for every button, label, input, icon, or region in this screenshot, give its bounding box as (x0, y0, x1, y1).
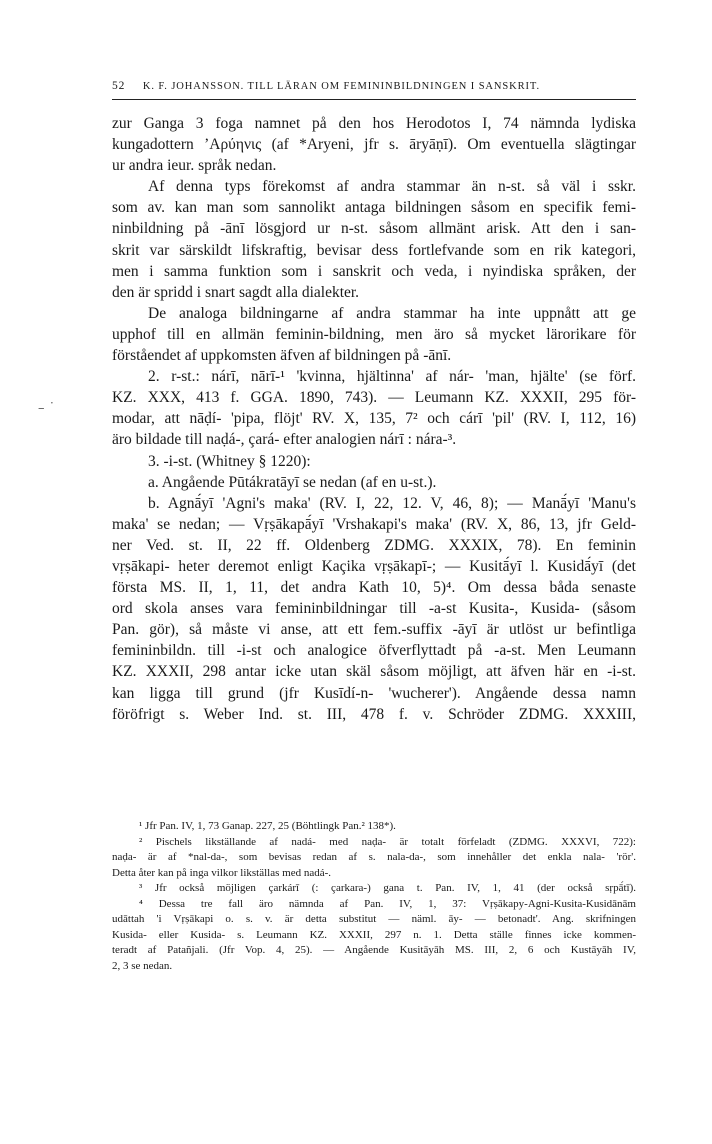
footnote-line: Kusida- eller Kusida- s. Leumann KZ. XXXII, 297 n. 1. Detta ställe finnes icke kommen- (112, 928, 636, 941)
footnote-line: teradt af Patañjali. (Jfr Vop. 4, 25). — Angående Kusitāyāh MS. III, 2, 6 och Kustāyāh IV, (112, 944, 636, 956)
body-line: men i samma funktion som i sanskrit och veda, i nyindiska språken, der (112, 262, 636, 280)
page-number: 52 (112, 80, 126, 92)
footnote-line: ⁴ Dessa tre fall äro nämnda af Pan. IV, 1, 37: Vṛṣākapy-Agni-Kusita-Kusidānām (139, 897, 636, 910)
body-line: femininbildn. till -i-st och analogice öfverflyttadt på -a-st. Men Leumann (112, 642, 636, 660)
body-line: skrit var särskildt lifskraftig, bevisar dess fortlefvande som en rik kategori, (112, 241, 636, 259)
body-line: zur Ganga 3 foga namnet på den hos Herodotos I, 74 nämnda lydiska (112, 115, 636, 132)
body-line: KZ. XXXII, 298 antar icke utan skäl såsom möjligt, att äfven här en -i-st. (112, 663, 636, 681)
body-line: kan ligga till grund (jfr Kusīdí-n- 'wucherer'). Angående dessa namn (112, 684, 636, 702)
body-line: maka' se nedan; — Vṛṣākapā́yī 'Vrshakapi's maka' (RV. X, 86, 13, jfr Geld- (112, 515, 636, 533)
running-header (112, 80, 632, 92)
body-line: a. Angående Pūtákratāyī se nedan (af en u-st.). (148, 473, 437, 491)
body-line: 3. -i-st. (Whitney § 1220): (148, 452, 311, 470)
body-line: första MS. II, 1, 11, det andra Kath 10, 5)⁴. Om dessa båda senaste (112, 579, 636, 597)
body-line: föröfrigt s. Weber Ind. st. III, 478 f. v. Schröder ZDMG. XXXIII, (112, 705, 636, 723)
body-line: upphof till en allmän feminin-bildning, men äro så mycket lärorikare för (112, 325, 636, 343)
body-line: ner Ved. st. II, 22 ff. Oldenberg ZDMG. XXXIX, 78). En feminin (112, 536, 636, 554)
footnote-line: udāttah 'i Vṛṣākapi o. s. v. är detta substitut — näml. āy- — betonadt'. Ang. skrifningen (112, 913, 636, 925)
body-line: modar, att nāḍí- 'pipa, flöjt' RV. X, 135, 7² och cárī 'pil' (RV. I, 112, 16) (112, 410, 636, 428)
body-line: Af denna typs förekomst af andra stammar än n-st. så väl i sskr. (148, 178, 636, 196)
footnote-line: 2, 3 se nedan. (112, 959, 173, 972)
body-line: som av. kan man som sannolikt antaga bildningen såsom en specifik femi- (112, 199, 636, 217)
header-rule (112, 99, 636, 100)
footnote-line: naḍa- är af *nal-da-, som bevisas redan af s. nala-da-, som innehåller det enkla nala- 'rör'. (112, 851, 636, 863)
body-line: vṛṣākapi- heter deremot enligt Kaçika vṛṣākapī-; — Kusitā́yī l. Kusidā́yī (det (112, 557, 636, 575)
body-line: 2. r-st.: nárī, nārī-¹ 'kvinna, hjältinna' af nár- 'man, hjälte' (se förf. (148, 368, 636, 386)
body-line: ord skola anses vara femininbildningar till -a-st Kusita-, Kusida- (såsom (112, 600, 636, 618)
body-line: den är spridd i snart sagdt alla dialekter. (112, 283, 360, 301)
body-line: b. Agnā́yī 'Agni's maka' (RV. I, 22, 12. V, 46, 8); — Manā́yī 'Manu's (148, 494, 636, 512)
body-line: äro bildade till naḍá-, çará- efter analogien nárī : nára-³. (112, 431, 457, 449)
footnotes (112, 819, 636, 974)
running-title: K. F. JOHANSSON. TILL LÄRAN OM FEMININBILDNINGEN I SANSKRIT. (142, 81, 540, 92)
body-line: Pan. gör), så måste vi anse, att ett fem.-suffix -āyī är utlöst ur befintliga (112, 621, 636, 639)
body-line: ur andra ieur. språk nedan. (112, 157, 277, 175)
body-line: ninbildning på -ānī lösgjord ur n-st. såsom allmänt arisk. Att den i san- (112, 220, 636, 238)
body-line: De analoga bildningarne af andra stammar ha inte uppnått att ge (148, 304, 636, 322)
body-line: KZ. XXX, 413 f. GGA. 1890, 743). — Leumann KZ. XXXII, 295 för- (112, 389, 636, 407)
body-text (112, 113, 636, 725)
footnote-line: ² Pischels likställande af nadá- med naḍa- är totalt förfeladt (ZDMG. XXXVI, 722): (139, 835, 636, 848)
body-line: kungadottern ’Αρύηνις (af *Aryeni, jfr s. āryāṇī). Om eventuella slägtingar (112, 136, 636, 154)
footnote-line: ¹ Jfr Pan. IV, 1, 73 Ganap. 227, 25 (Böhtlingk Pan.² 138*). (139, 820, 396, 832)
footnote-line: Detta åter kan på inga vilkor likställas med nadá-. (112, 866, 332, 879)
body-line: förståendet af uppkomsten äfven af bildningen på -ānī. (112, 347, 452, 365)
footnote-line: ³ Jfr också möjligen çarkárī (: çarkara-) gana t. Pan. IV, 1, 41 (der också sṛpā́tī). (139, 882, 636, 894)
margin-mark: – ˙ (38, 401, 56, 416)
